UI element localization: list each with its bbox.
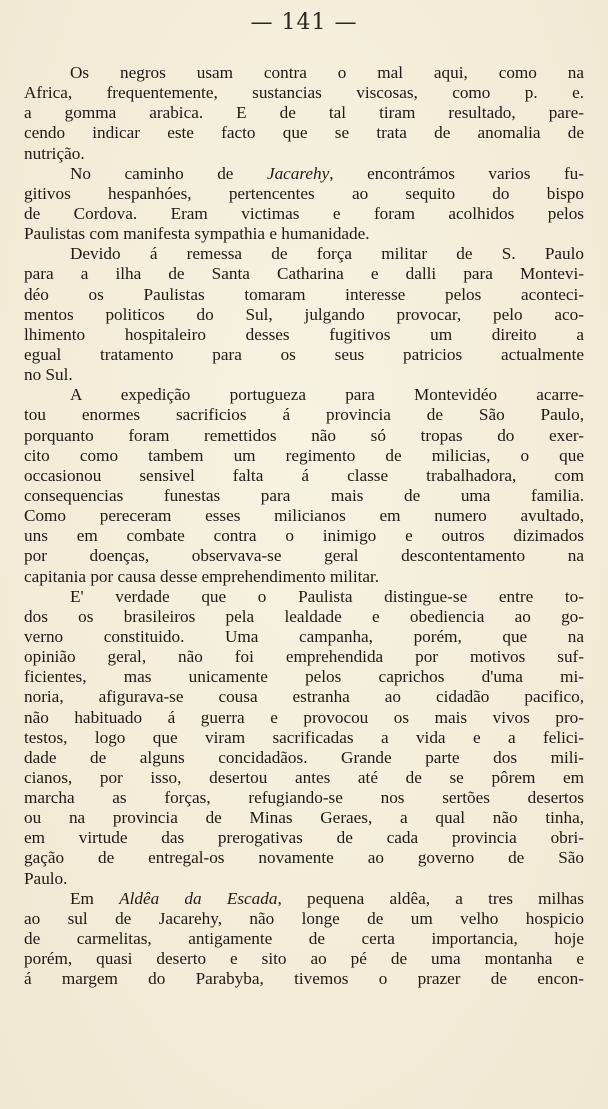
text-line: por doenças, observava-se geral descontentamento na — [24, 546, 584, 566]
text-line: capitania por causa desse emprehendimento militar. — [24, 566, 380, 586]
text-line: ao sul de Jacarehy, não longe de um velho hospicio — [24, 908, 584, 928]
text-line: Devido á remessa de força militar de S. Paulo — [70, 244, 584, 264]
text-line: para a ilha de Santa Catharina e dalli para Montevi- — [24, 264, 584, 284]
text-line: E' verdade que o Paulista distingue-se entre to- — [70, 586, 584, 606]
italic-place-name: Aldêa da Escada — [119, 888, 278, 908]
text-line: porquanto foram remettidos não só tropas do exer- — [24, 425, 584, 445]
text-line: cito como tambem um regimento de milicias, o que — [24, 445, 584, 465]
text-line: Os negros usam contra o mal aqui, como na — [70, 63, 584, 82]
body-text — [24, 63, 584, 989]
italic-place-name: Jacarehy — [266, 163, 330, 183]
text-line: No caminho de Jacarehy, encontrámos varios fu- — [70, 163, 584, 183]
text-line: Africa, frequentemente, sustancias viscosas, como p. e. — [24, 83, 584, 103]
text-line: dos os brasileiros pela lealdade e obediencia ao go- — [24, 606, 584, 626]
text-line: verno constituido. Uma campanha, porém, que na — [24, 626, 584, 646]
text-line: occasionou sensivel falta á classe trabalhadora, com — [24, 465, 584, 485]
text-line: egual tratamento para os seus patricios actualmente — [24, 344, 584, 364]
text-line: Paulistas com manifesta sympathia e humanidade. — [24, 224, 370, 244]
text-line: consequencias funestas para mais de uma familia. — [24, 485, 584, 505]
text-line: uns em combate contra o inimigo e outros dizimados — [24, 526, 584, 546]
text-line: ou na provincia de Minas Geraes, a qual não tinha, — [24, 808, 584, 828]
text-line: cendo indicar este facto que se trata de anomalia de — [24, 123, 584, 143]
text-line: opinião geral, não foi emprehendida por motivos suf- — [24, 647, 584, 667]
text-line: de Cordova. Eram victimas e foram acolhidos pelos — [24, 203, 584, 223]
text-line: porém, quasi deserto e sito ao pé de uma montanha e — [24, 949, 584, 969]
text-line: lhimento hospitaleiro desses fugitivos um direito a — [24, 324, 584, 344]
text-line: mentos politicos do Sul, julgando provocar, pelo aco- — [24, 304, 584, 324]
text-line: Como pereceram esses milicianos em numero avultado, — [24, 506, 584, 526]
text-line: em virtude das prerogativas de cada provincia obri- — [24, 828, 584, 848]
text-line: de carmelitas, antigamente de certa importancia, hoje — [24, 929, 584, 949]
text-line: ficientes, mas unicamente pelos caprichos d'uma mi- — [24, 667, 584, 687]
text-line: noria, afigurava-se cousa estranha ao cidadão pacifico, — [24, 687, 584, 707]
text-line: gitivos hespanhóes, pertencentes ao sequito do bispo — [24, 183, 584, 203]
text-line: á margem do Parabyba, tivemos o prazer de encon- — [24, 969, 584, 989]
text-line: marcha as forças, refugiando-se nos sertões desertos — [24, 788, 584, 808]
text-line: não habituado á guerra e provocou os mais vivos pro- — [24, 707, 584, 727]
text-line: nutrição. — [24, 143, 85, 163]
text-line: Em Aldêa da Escada, pequena aldêa, a tres milhas — [70, 888, 584, 908]
text-line: A expedição portugueza para Montevidéo acarre- — [70, 385, 584, 405]
text-line: dade de alguns concidadãos. Grande parte dos mili- — [24, 747, 584, 767]
text-line: cianos, por isso, desertou antes até de se pôrem em — [24, 767, 584, 787]
page-number: — 141 — — [250, 10, 358, 35]
text-line: a gomma arabica. E de tal tiram resultado, pare- — [24, 103, 584, 123]
text-line: tou enormes sacrificios á provincia de São Paulo, — [24, 405, 584, 425]
text-line: Paulo. — [24, 868, 68, 888]
text-line: déo os Paulistas tomaram interesse pelos aconteci- — [24, 284, 584, 304]
text-line: gação de entregal-os novamente ao governo de São — [24, 848, 584, 868]
text-line: testos, logo que viram sacrificadas a vida e a felici- — [24, 727, 584, 747]
text-line: no Sul. — [24, 365, 73, 385]
